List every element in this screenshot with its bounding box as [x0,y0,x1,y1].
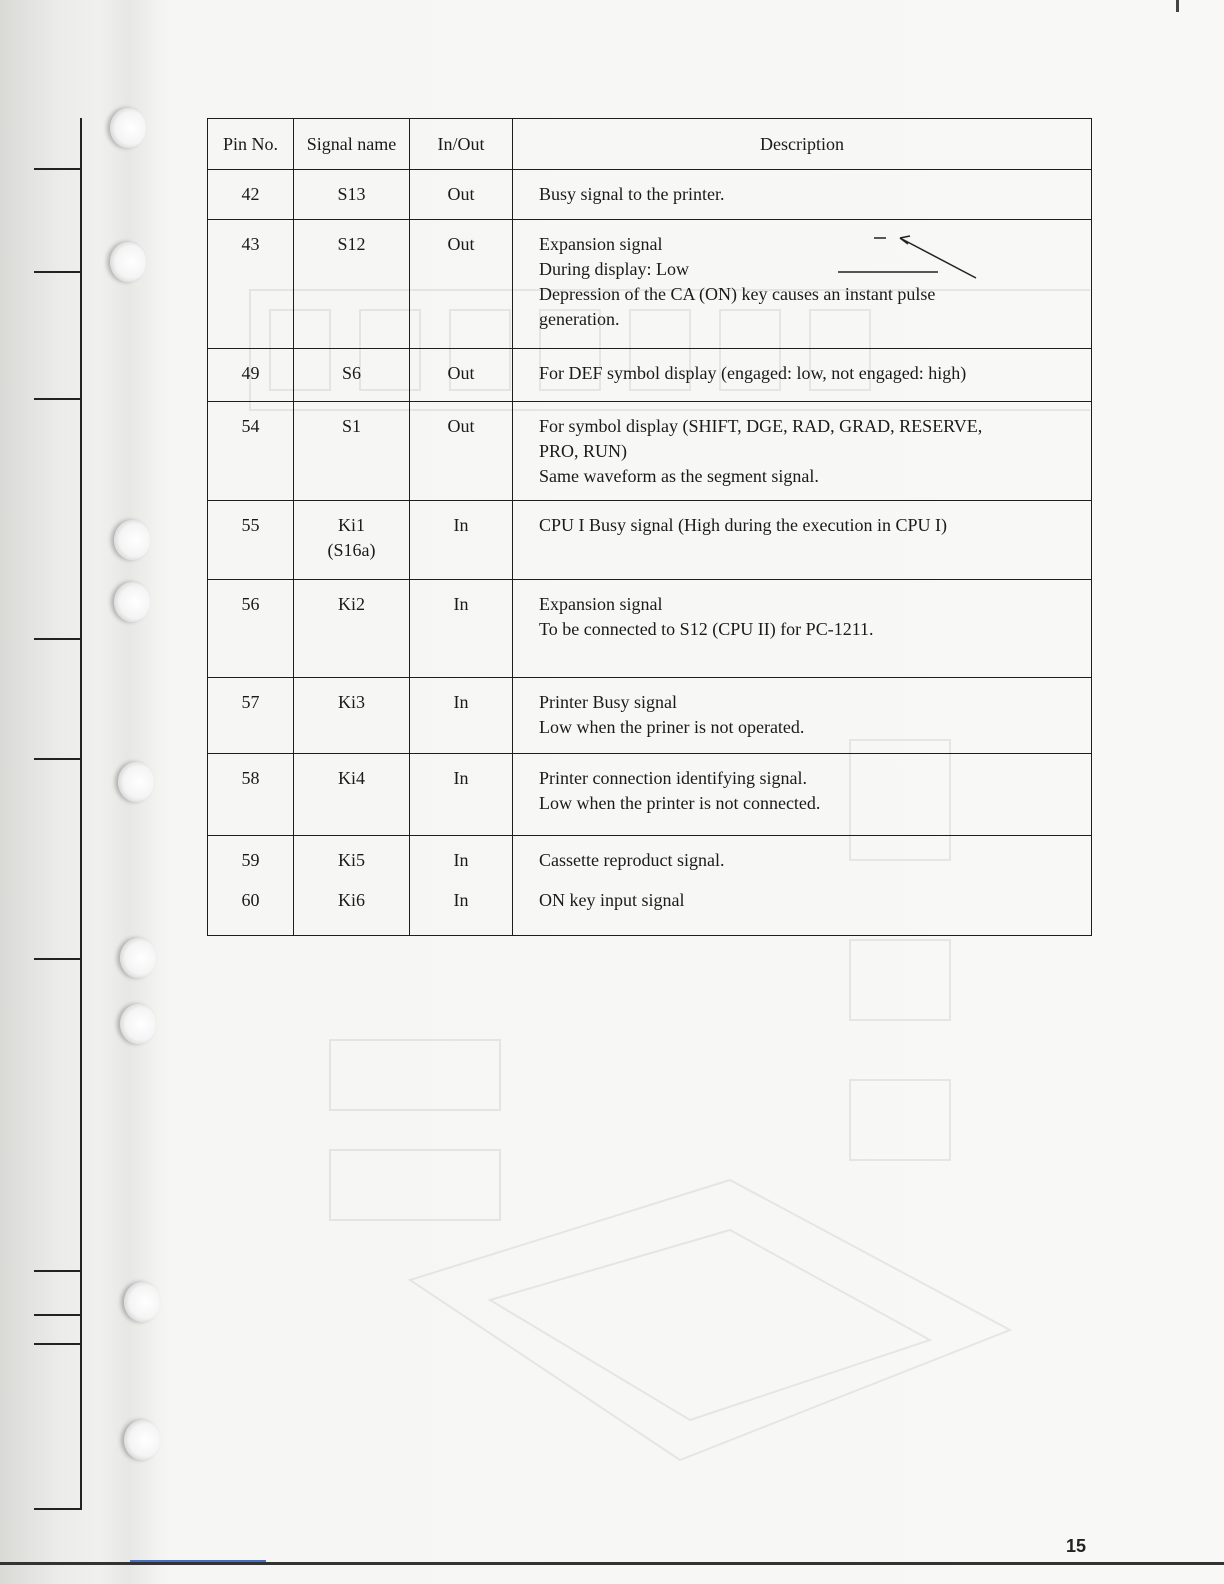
signal-cell [294,220,410,349]
table-row [208,501,1092,580]
description-cell [513,754,1092,836]
signal-line: Ki1 [338,515,365,535]
page-number: 15 [1066,1536,1087,1556]
header-description: Description [513,119,1092,170]
signal-cell [294,678,410,754]
description-cell [513,349,1092,402]
io-cell: Out [410,220,513,349]
pin-cell: 60 [208,886,294,936]
pulse-waveform-sketch [838,228,988,288]
right-edge-mark [1176,0,1179,12]
signal-line: S6 [341,363,361,383]
table-row [208,754,1092,836]
description-cell [513,220,1092,349]
table-header-row [208,119,1092,170]
description-cell [513,402,1092,501]
description-line: During display: Low [539,259,689,279]
pin-cell: 58 [208,754,294,836]
pin-cell: 54 [208,402,294,501]
table-row [208,402,1092,501]
description-line: For DEF symbol display (engaged: low, not engaged: high) [539,363,967,383]
signal-cell [294,349,410,402]
description-line: ON key input signal [539,889,685,910]
description-cell [513,886,1092,936]
io-cell: In [410,886,513,936]
frame-tick [34,1270,80,1272]
description-line: PRO, RUN) [539,441,628,461]
pin-cell: 49 [208,349,294,402]
frame-tick [34,638,80,640]
frame-tick [34,398,80,400]
description-line: generation. [539,309,620,329]
adjacent-page-frame [34,118,82,1510]
header-signal-name: Signal name [294,119,410,170]
table-row [208,836,1092,886]
description-line: Printer connection identifying signal. [539,768,807,788]
signal-cell [294,886,410,936]
binder-hole [118,762,154,802]
binder-hole [124,1282,160,1322]
io-cell: Out [410,402,513,501]
frame-tick [34,958,80,960]
pin-cell: 56 [208,580,294,678]
description-line: Expansion signal [539,234,663,254]
pin-cell: 55 [208,501,294,580]
description-line: To be connected to S12 (CPU II) for PC-1211. [539,619,874,639]
signal-cell [294,402,410,501]
io-cell: Out [410,170,513,220]
description-line: Same waveform as the segment signal. [539,466,819,486]
description-cell [513,501,1092,580]
description-line: Low when the priner is not operated. [539,717,805,737]
binder-hole [120,1004,156,1044]
frame-tick [34,1343,80,1345]
frame-tick [34,168,80,170]
signal-line: Ki2 [338,594,365,614]
pin-cell: 42 [208,170,294,220]
description-line: Printer Busy signal [539,692,677,712]
table-row [208,886,1092,936]
signal-cell [294,170,410,220]
description-line: For symbol display (SHIFT, DGE, RAD, GRAD, RESERVE, [539,416,983,436]
signal-line: S12 [337,234,366,254]
signal-cell [294,501,410,580]
description-line: CPU I Busy signal (High during the execution in CPU I) [539,515,947,535]
pin-cell: 43 [208,220,294,349]
io-cell: Out [410,349,513,402]
table-row [208,349,1092,402]
table-row [208,170,1092,220]
description-cell [513,580,1092,678]
io-cell: In [410,836,513,886]
signal-line: Ki3 [338,692,365,712]
description-cell [513,678,1092,754]
io-cell: In [410,678,513,754]
signal-line: Ki6 [338,889,365,910]
bottom-blue-mark [130,1560,266,1562]
table-row [208,580,1092,678]
signal-line: (S16a) [327,540,376,560]
io-cell: In [410,580,513,678]
binder-hole [124,1420,160,1460]
signal-cell [294,754,410,836]
pin-cell: 57 [208,678,294,754]
frame-tick [34,271,80,273]
description-line: Low when the printer is not connected. [539,793,821,813]
bottom-rule [0,1562,1224,1565]
binder-hole [110,242,146,282]
signal-cell [294,580,410,678]
signal-line: S1 [341,416,361,436]
io-cell: In [410,754,513,836]
signal-cell [294,836,410,886]
signal-line: Ki5 [338,850,365,870]
header-pin-no: Pin No. [208,119,294,170]
frame-tick [34,1314,80,1316]
description-line: Busy signal to the printer. [539,184,725,204]
pin-cell: 59 [208,836,294,886]
header-in-out: In/Out [410,119,513,170]
description-line: Depression of the CA (ON) key causes an instant pulse [539,284,936,304]
description-line: Expansion signal [539,594,663,614]
description-cell [513,170,1092,220]
frame-tick [34,758,80,760]
table-row [208,678,1092,754]
signal-line: S13 [337,184,366,204]
binder-hole [110,108,146,148]
binder-hole [114,520,150,560]
binder-hole [120,938,156,978]
signal-line: Ki4 [338,768,365,788]
description-line: Cassette reproduct signal. [539,850,725,870]
description-cell [513,836,1092,886]
binder-hole [114,582,150,622]
io-cell: In [410,501,513,580]
